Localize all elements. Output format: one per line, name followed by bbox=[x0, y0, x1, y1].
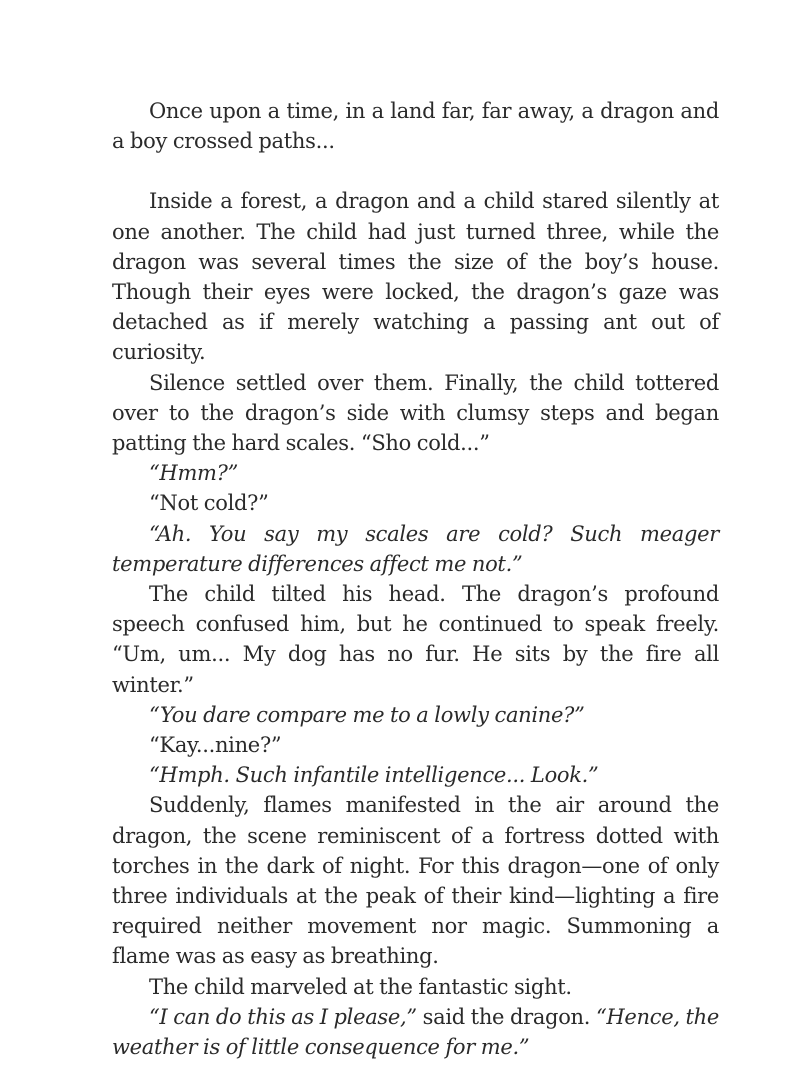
book-page bbox=[112, 96, 719, 1062]
child-speech: “Kay...nine?” bbox=[149, 733, 282, 758]
paragraph-text: Once upon a time, in a land far, far away, a dragon and a boy crossed paths... bbox=[112, 99, 719, 154]
dragon-speech: “Hence, the weather is of little consequence for me.” bbox=[112, 1004, 719, 1060]
paragraph-text: The child marveled at the fantastic sight. bbox=[149, 974, 572, 999]
paragraph bbox=[112, 579, 719, 700]
child-speech: “Not cold?” bbox=[149, 491, 269, 516]
dialogue-line bbox=[112, 760, 719, 790]
paragraph bbox=[112, 790, 719, 971]
dragon-speech: “You dare compare me to a lowly canine?” bbox=[149, 702, 585, 727]
paragraph bbox=[112, 186, 719, 367]
dragon-speech: “Hmph. Such infantile intelligence... Look.” bbox=[149, 763, 599, 788]
paragraph-text: Silence settled over them. Finally, the child tottered over to the dragon’s side with clumsy steps and began patting the hard scales. “Sho cold...” bbox=[112, 370, 719, 456]
dragon-speech: “I can do this as I please,” bbox=[149, 1004, 417, 1029]
paragraph-text: Inside a forest, a dragon and a child stared silently at one another. The child had just turned three, while the dragon was several times the size of the boy’s house. Though their eyes were locked, the dragon’s gaze was detached as if merely watching a passing ant out of curiosity. bbox=[112, 189, 719, 365]
dialogue-line bbox=[112, 458, 719, 488]
paragraph bbox=[112, 96, 719, 156]
dragon-speech: “Ah. You say my scales are cold? Such meager temperature differences affect me not.” bbox=[112, 521, 719, 576]
paragraph-text: Suddenly, flames manifested in the air around the dragon, the scene reminiscent of a fortress dotted with torches in the dark of night. For this dragon—one of only three individuals at the peak of their kind—lighting a fire required neither movement nor magic. Summoning a flame was as easy as breathing. bbox=[112, 793, 719, 969]
dialogue-line bbox=[112, 519, 719, 579]
paragraph-text: The child tilted his head. The dragon’s profound speech confused him, but he continued to speak freely. “Um, um... My dog has no fur. He sits by the fire all winter.” bbox=[112, 582, 719, 697]
dialogue-line bbox=[112, 1002, 719, 1062]
paragraph bbox=[112, 368, 719, 459]
dragon-speech: “Hmm?” bbox=[149, 461, 239, 486]
dialogue-line bbox=[112, 700, 719, 730]
narration-text: said the dragon. bbox=[416, 1004, 596, 1029]
paragraph bbox=[112, 972, 719, 1002]
dialogue-line bbox=[112, 730, 719, 760]
dialogue-line bbox=[112, 488, 719, 518]
